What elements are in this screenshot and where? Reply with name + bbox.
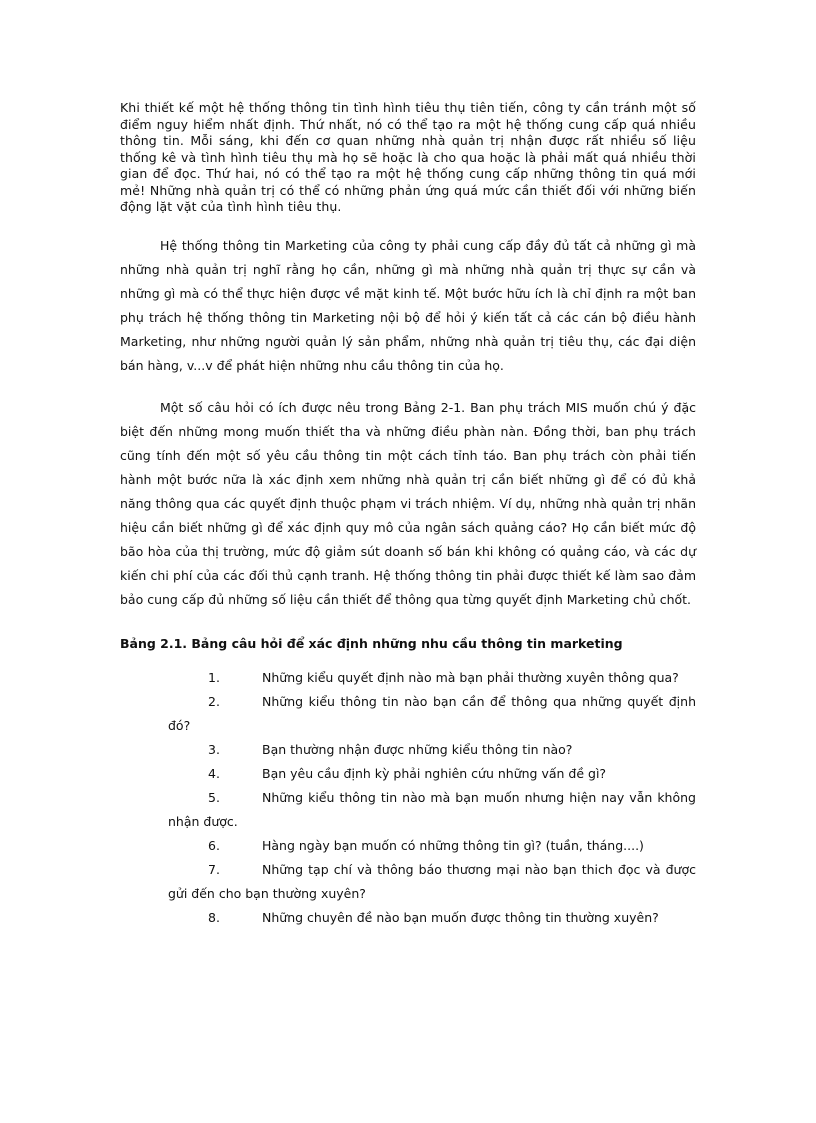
- question-text: Những kiểu quyết định nào mà bạn phải thường xuyên thông qua?: [262, 669, 679, 685]
- paragraph-table-reference: Một số câu hỏi có ích được nêu trong Bảng 2-1. Ban phụ trách MIS muốn chú ý đặc biệt đến những mong muốn thiết tha và những điều phàn nàn. Đồng thời, ban phụ trách cũng tính đến một số yêu cầu thông tin một cách tỉnh táo. Ban phụ trách còn phải tiến hành một bước nữa là xác định xem những nhà quản trị cần biết những gì để có đủ khả năng thông qua các quyết định thuộc phạm vi trách nhiệm. Ví dụ, những nhà quản trị nhãn hiệu cần biết những gì để xác định quy mô của ngân sách quảng cáo? Họ cần biết mức độ bão hòa của thị trường, mức độ giảm sút doanh số bán khi không có quảng cáo, và các dự kiến chi phí của các đối thủ cạnh tranh. Hệ thống thông tin phải được thiết kế làm sao đảm bảo cung cấp đủ những số liệu cần thiết để thông qua từng quyết định Marketing chủ chốt.: [120, 399, 696, 607]
- question-text: Những kiểu thông tin nào bạn cần để thông qua những quyết định đó?: [168, 693, 696, 733]
- paragraph-mis-requirements: Hệ thống thông tin Marketing của công ty phải cung cấp đầy đủ tất cả những gì mà những nhà quản trị nghĩ rằng họ cần, những gì mà những nhà quản trị thực sự cần và những gì mà có thể thực hiện được về mặt kinh tế. Một bước hữu ích là chỉ định ra một ban phụ trách hệ thống thông tin Marketing nội bộ để hỏi ý kiến tất cả các cán bộ điều hành Marketing, như những người quản lý sản phẩm, những nhà quản trị tiêu thụ, các đại diện bán hàng, v...v để phát hiện những nhu cầu thông tin của họ.: [120, 237, 696, 373]
- list-item: [120, 906, 696, 930]
- question-text: Những kiểu thông tin nào mà bạn muốn nhưng hiện nay vẫn không nhận được.: [168, 789, 696, 829]
- question-number: 4.: [208, 765, 220, 781]
- list-item: [120, 666, 696, 690]
- list-item: [120, 786, 696, 834]
- question-number: 5.: [208, 789, 220, 805]
- list-item: [120, 690, 696, 738]
- question-number: 7.: [208, 861, 220, 877]
- question-number: 1.: [208, 669, 220, 685]
- list-item: [120, 762, 696, 786]
- question-number: 6.: [208, 837, 220, 853]
- question-text: Bạn yêu cầu định kỳ phải nghiên cứu những vấn đề gì?: [262, 765, 607, 781]
- question-text: Hàng ngày bạn muốn có những thông tin gì? (tuần, tháng....): [262, 837, 644, 853]
- paragraph-intro: Khi thiết kế một hệ thống thông tin tình hình tiêu thụ tiên tiến, công ty cần tránh một số điểm nguy hiểm nhất định. Thứ nhất, nó có thể tạo ra một hệ thống cung cấp quá nhiều thông tin. Mỗi sáng, khi đến cơ quan những nhà quản trị nhận được rất nhiều số liệu thống kê và tình hình tiêu thụ mà họ sẽ hoặc là cho qua hoặc là phải mất quá nhiều thời gian để đọc. Thứ hai, nó có thể tạo ra một hệ thống cung cấp những thông tin quá mới mẻ! Những nhà quản trị có thể có những phản ứng quá mức cần thiết đối với những biến động lặt vặt của tình hình tiêu thụ.: [120, 100, 696, 214]
- table-title: Bảng 2.1. Bảng câu hỏi để xác định những nhu cầu thông tin marketing: [120, 635, 623, 651]
- list-item: [120, 738, 696, 762]
- document-page: [120, 100, 696, 930]
- list-item: [120, 834, 696, 858]
- question-number: 8.: [208, 909, 220, 925]
- question-number: 3.: [208, 741, 220, 757]
- question-text: Bạn thường nhận được những kiểu thông tin nào?: [262, 741, 573, 757]
- question-list: [120, 666, 696, 930]
- question-text: Những chuyên đề nào bạn muốn được thông tin thường xuyên?: [262, 909, 659, 925]
- question-number: 2.: [208, 693, 220, 709]
- list-item: [120, 858, 696, 906]
- question-text: Những tạp chí và thông báo thương mại nào bạn thich đọc và được gửi đến cho bạn thường xuyên?: [168, 861, 696, 901]
